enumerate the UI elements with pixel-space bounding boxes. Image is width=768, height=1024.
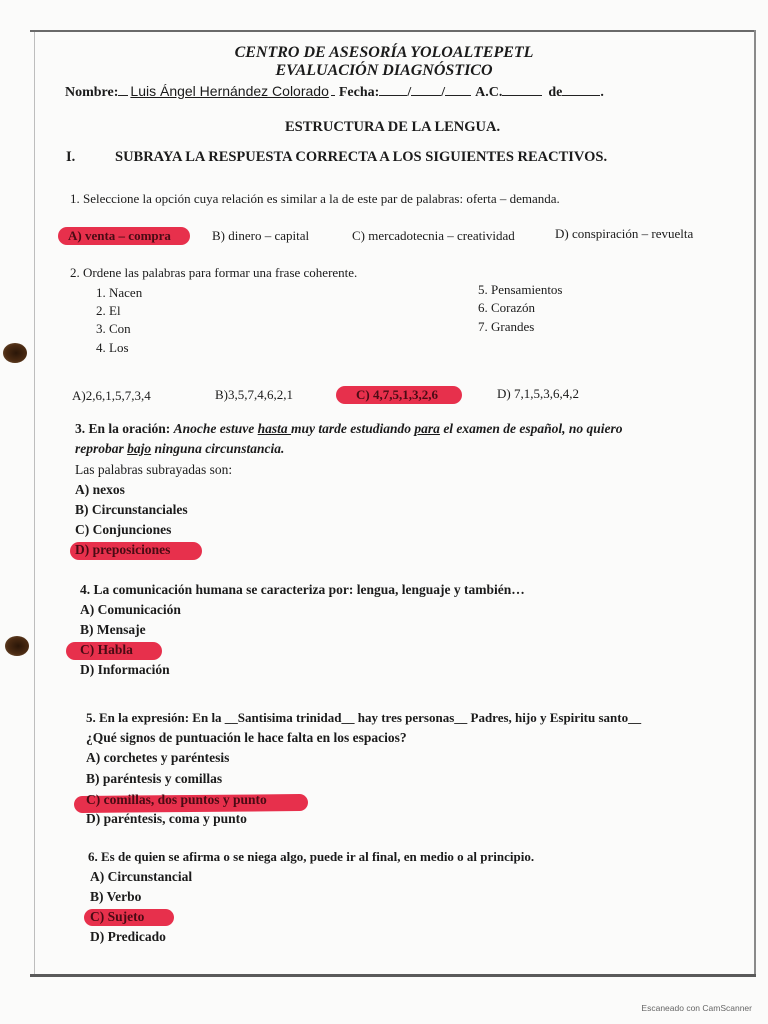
date-day-blank[interactable] <box>379 82 407 96</box>
punch-hole-lower <box>5 636 29 656</box>
q3-underlined-para: para <box>414 421 440 436</box>
de-label: de <box>548 85 563 100</box>
q3-option-c[interactable]: C) Conjunciones <box>75 522 172 537</box>
q2-word-7: 7. Grandes <box>478 319 535 334</box>
q2-word-2: 2. El <box>96 303 121 318</box>
q3-s5: ninguna circunstancia. <box>151 441 285 456</box>
q3-prefix: 3. En la oración: <box>75 421 174 436</box>
q2-option-a[interactable]: A)2,6,1,5,7,3,4 <box>72 388 151 403</box>
page-border-bottom <box>30 974 756 977</box>
q2-word-3: 3. Con <box>96 321 131 336</box>
q3-option-b[interactable]: B) Circunstanciales <box>75 502 188 517</box>
student-info-row <box>65 82 604 101</box>
date-month-blank[interactable] <box>411 82 441 96</box>
q3-underlined-hasta: hasta <box>257 421 292 436</box>
q6-option-a[interactable]: A) Circunstancial <box>90 869 193 884</box>
q3-underlined-bajo: bajo <box>127 441 152 456</box>
page-border-top <box>30 30 755 32</box>
q1-prompt: 1. Seleccione la opción cuya relación es similar a la de este par de palabras: oferta – demanda. <box>70 191 560 206</box>
q2-option-c[interactable]: C) 4,7,5,1,3,2,6 <box>356 387 438 402</box>
section-title: ESTRUCTURA DE LA LENGUA. <box>285 119 501 135</box>
scanner-footer: Escaneado con CamScanner <box>641 1003 752 1013</box>
q5-option-a[interactable]: A) corchetes y paréntesis <box>86 750 230 765</box>
name-label: Nombre: <box>65 85 119 100</box>
q1-option-b[interactable]: B) dinero – capital <box>212 228 310 243</box>
q4-option-a[interactable]: A) Comunicación <box>80 602 181 617</box>
q6-option-b[interactable]: B) Verbo <box>90 889 142 904</box>
q2-option-d[interactable]: D) 7,1,5,3,6,4,2 <box>497 386 579 401</box>
q5-option-c[interactable]: C) comillas, dos puntos y punto <box>86 792 267 807</box>
q5-option-b[interactable]: B) paréntesis y comillas <box>86 771 223 786</box>
q6-prompt: 6. Es de quien se afirma o se niega algo, puede ir al final, en medio o al principio. <box>88 849 535 864</box>
q3-s2: muy tarde estudiando <box>291 421 415 436</box>
q4-option-c[interactable]: C) Habla <box>80 642 133 657</box>
q1-option-c[interactable]: C) mercadotecnia – creatividad <box>352 228 515 243</box>
name-value[interactable]: Luis Ángel Hernández Colorado <box>130 83 329 99</box>
q3-sentence-line1 <box>75 420 623 438</box>
date-label: Fecha: <box>338 85 380 100</box>
q3-s1: Anoche estuve <box>173 421 258 436</box>
q2-word-4: 4. Los <box>96 340 129 355</box>
q3-sentence-line2 <box>75 440 284 458</box>
q4-option-d[interactable]: D) Información <box>80 662 170 677</box>
q2-word-6: 6. Corazón <box>478 300 536 315</box>
q2-word-5: 5. Pensamientos <box>478 282 563 297</box>
de-blank[interactable] <box>562 82 600 96</box>
date-year-blank[interactable] <box>445 82 471 96</box>
name-blank-lead <box>118 82 128 96</box>
q2-option-b[interactable]: B)3,5,7,4,6,2,1 <box>215 387 293 402</box>
q2-word-1: 1. Nacen <box>96 285 143 300</box>
date-slash-1: / <box>407 85 412 100</box>
punch-hole-upper <box>3 343 27 363</box>
q2-prompt: 2. Ordene las palabras para formar una frase coherente. <box>70 265 358 280</box>
ac-label: A.C. <box>475 85 503 100</box>
date-slash-2: / <box>441 85 446 100</box>
q6-option-d[interactable]: D) Predicado <box>90 929 166 944</box>
q6-option-c[interactable]: C) Sujeto <box>90 909 145 924</box>
header-exam-title: EVALUACIÓN DIAGNÓSTICO <box>275 62 493 79</box>
instruction-text: SUBRAYA LA RESPUESTA CORRECTA A LOS SIGUIENTES REACTIVOS. <box>115 149 608 165</box>
name-blank-tail <box>331 82 335 96</box>
ac-blank[interactable] <box>502 82 542 96</box>
q3-option-d[interactable]: D) preposiciones <box>75 542 171 557</box>
q5-option-d[interactable]: D) paréntesis, coma y punto <box>86 811 247 826</box>
q3-s3: el examen de español, no quiero <box>439 421 623 436</box>
header-institution: CENTRO DE ASESORÍA YOLOALTEPETL <box>234 44 534 61</box>
q3-s4: reprobar <box>75 441 128 456</box>
q1-option-d[interactable]: D) conspiración – revuelta <box>555 226 694 241</box>
q3-option-a[interactable]: A) nexos <box>75 482 125 497</box>
q3-subprompt: Las palabras subrayadas son: <box>75 462 233 477</box>
page-border-left <box>34 32 35 977</box>
info-row-period: . <box>600 85 604 100</box>
q4-prompt: 4. La comunicación humana se caracteriza por: lengua, lenguaje y también… <box>80 582 525 597</box>
q5-prompt: 5. En la expresión: En la __Santisima trinidad__ hay tres personas__ Padres, hijo y Espiritu santo__ <box>86 710 642 725</box>
q1-option-a[interactable]: A) venta – compra <box>68 228 171 243</box>
page-border-right <box>754 30 756 976</box>
q4-option-b[interactable]: B) Mensaje <box>80 622 146 637</box>
instruction-number: I. <box>66 149 76 165</box>
q5-subprompt: ¿Qué signos de puntuación le hace falta en los espacios? <box>86 730 407 745</box>
